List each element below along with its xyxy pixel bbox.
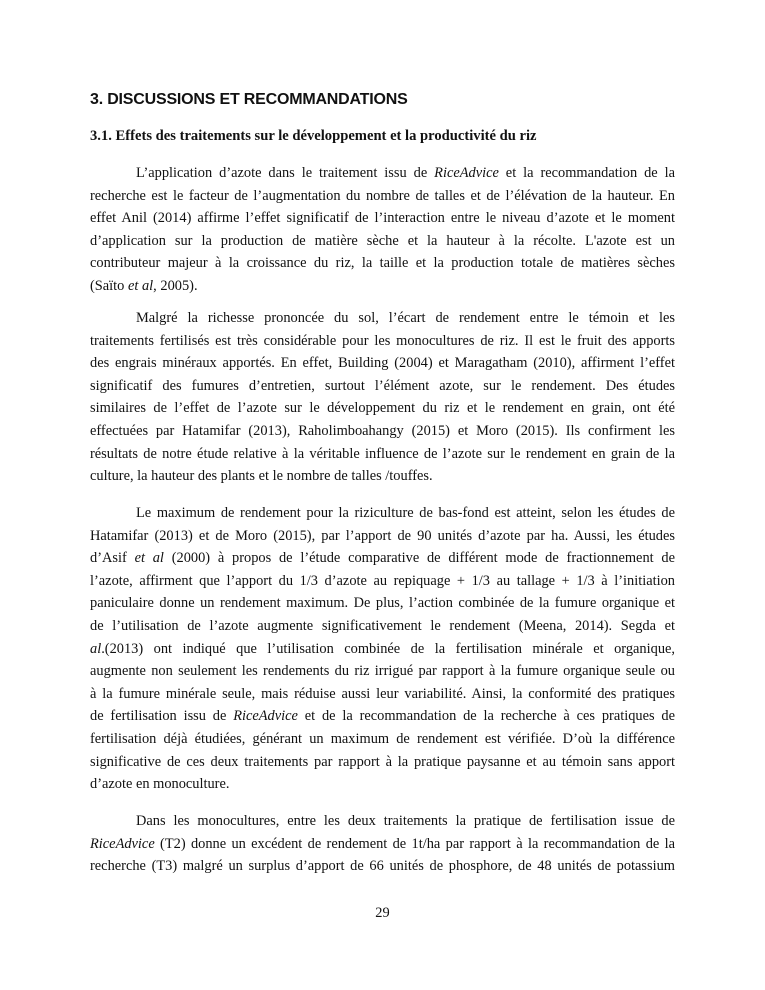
- paragraph-line: effectuées par Hatamifar (2013), Raholimboahangy (2015) et Moro (2015). Ils confirment les: [90, 422, 675, 439]
- paragraph-line: significative de ces deux traitements par rapport à la pratique paysanne et au témoin sans apport: [90, 753, 675, 770]
- paragraph-line: à la fumure minérale seule, mais réduise aussi leur variabilité. Ainsi, la conformité des pratiques: [90, 685, 675, 702]
- paragraph-line: Hatamifar (2013) et de Moro (2015), par l’apport de 90 unités d’azote par ha. Aussi, les études: [90, 527, 675, 544]
- paragraph-line: l’azote, affirment que l’apport du 1/3 d’azote au repiquage + 1/3 au tallage + 1/3 à l’initiation: [90, 572, 675, 589]
- paragraph-line: culture, la hauteur des plants et le nombre de talles /touffes.: [90, 468, 433, 485]
- paragraph-line: résultats de notre étude relative à la véritable influence de l’azote sur le rendement en grain de la: [90, 445, 675, 462]
- paragraph-line: recherche est le facteur de l’augmentation du nombre de talles et de l’élévation de la hauteur. En: [90, 187, 675, 204]
- subsection-title: 3.1. Effets des traitements sur le développement et la productivité du riz: [90, 128, 537, 144]
- paragraph-line: contributeur majeur à la croissance du riz, la taille et la production totale de matières sèches: [90, 255, 675, 272]
- paragraph-4: [90, 810, 675, 878]
- paragraph-line: effet Anil (2014) affirme l’effet significatif de l’interaction entre le niveau d’azote et le moment: [90, 210, 675, 227]
- paragraph-line: de fertilisation issu de RiceAdvice et de la recommandation de la recherche à ces pratiques de: [90, 708, 675, 725]
- paragraph-line: L’application d’azote dans le traitement issu de RiceAdvice et la recommandation de la: [136, 165, 675, 181]
- paragraph-line: Le maximum de rendement pour la riziculture de bas-fond est atteint, selon les études de: [136, 505, 675, 521]
- paragraph-2: [90, 307, 675, 488]
- paragraph-line: augmente non seulement les rendements du riz irrigué par rapport à la fumure organique seule ou: [90, 663, 675, 680]
- paragraph-line: similaires de l’effet de l’azote sur le développement du riz et le rendement en grain, ont été: [90, 400, 675, 417]
- paragraph-line: significatif des fumures d’entretien, surtout l’élément azote, sur le rendement. Des études: [90, 377, 675, 394]
- paragraph-line: traitements fertilisés est très considérable pour les monocultures de riz. Il est le fruit des apports: [90, 332, 675, 349]
- paragraph-line: fertilisation déjà étudiées, générant un maximum de rendement est vérifiée. D’où la différence: [90, 730, 675, 747]
- paragraph-line: Dans les monocultures, entre les deux traitements la pratique de fertilisation issue de: [136, 813, 675, 829]
- paragraph-line: de l’utilisation de l’azote augmente significativement le rendement (Meena, 2014). Segda et: [90, 617, 675, 634]
- paragraph-line: d’application sur la production de matière sèche et la hauteur à la récolte. L'azote est un: [90, 232, 675, 249]
- section-title: 3. DISCUSSIONS ET RECOMMANDATIONS: [90, 91, 408, 108]
- paragraph-line: des engrais minéraux apportés. En effet, Building (2004) et Maragatham (2010), affirment l’effet: [90, 355, 675, 372]
- paragraph-line: paniculaire donne un rendement maximum. De plus, l’action combinée de la fumure organique et: [90, 595, 675, 612]
- paragraph-line: recherche (T3) malgré un surplus d’apport de 66 unités de phosphore, de 48 unités de potassium: [90, 858, 675, 875]
- paragraph-3: [90, 502, 675, 796]
- paragraph-line: (Saïto et al, 2005).: [90, 277, 198, 294]
- paragraph-line: d’Asif et al (2000) à propos de l’étude comparative de différent mode de fractionnement de: [90, 550, 675, 567]
- paragraph-line: d’azote en monoculture.: [90, 776, 230, 793]
- page-number: 29: [375, 905, 390, 921]
- paragraph-1: [90, 162, 675, 298]
- paragraph-line: RiceAdvice (T2) donne un excédent de rendement de 1t/ha par rapport à la recommandation de la: [90, 835, 675, 852]
- paragraph-line: al.(2013) ont indiqué que l’utilisation combinée de la fertilisation minérale et organique,: [90, 640, 675, 657]
- paragraph-line: Malgré la richesse prononcée du sol, l’écart de rendement entre le témoin et les: [136, 310, 675, 326]
